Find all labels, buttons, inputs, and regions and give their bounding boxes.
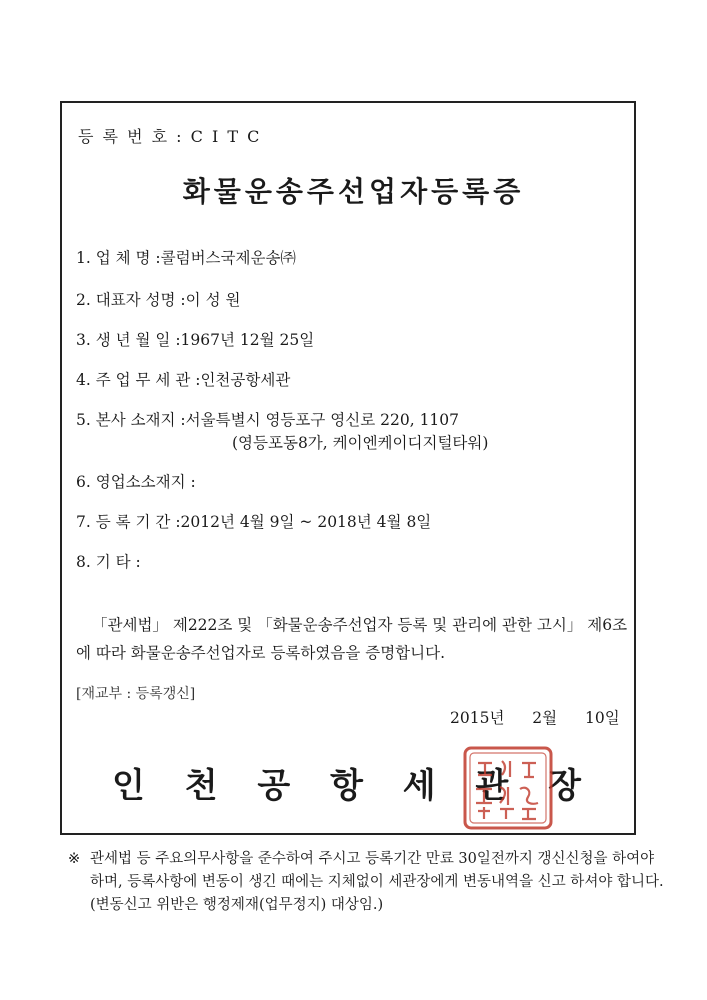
field-label: 7. 등 록 기 간 : (76, 513, 181, 531)
field-branch-office (76, 470, 196, 492)
reference-mark: ※ (68, 851, 81, 867)
field-value: 인천공항세관 (200, 371, 291, 389)
field-value: 콜럼버스국제운송㈜ (160, 249, 296, 267)
issue-day: 10일 (585, 709, 620, 727)
field-birth-date (76, 328, 314, 350)
field-value: 이 성 원 (185, 291, 241, 309)
field-registration-period (76, 510, 431, 532)
field-other (76, 550, 141, 572)
field-head-office (76, 408, 459, 430)
reissue-note: [재교부 : 등록갱신] (76, 686, 196, 702)
field-value: 2012년 4월 9일 ~ 2018년 4월 8일 (180, 513, 432, 531)
registration-number: 등 록 번 호 : C I T C (78, 127, 262, 146)
field-value: 서울특별시 영등포구 영신로 220, 1107 (185, 411, 460, 429)
issue-month: 2월 (532, 709, 558, 727)
issue-year: 2015년 (450, 709, 505, 727)
footnote (68, 848, 668, 917)
head-office-address-line2: (영등포동8가, 케이엔케이디지털타워) (232, 434, 489, 452)
field-label: 4. 주 업 무 세 관 : (76, 371, 201, 389)
field-label: 8. 기 타 : (76, 553, 141, 571)
document-title: 화물운송주선업자등록증 (182, 175, 525, 208)
issuing-authority: 인 천 공 항 세 관 장 (112, 766, 595, 806)
field-customs-office (76, 368, 290, 390)
field-label: 1. 업 체 명 : (76, 249, 161, 267)
field-representative (76, 288, 240, 310)
field-label: 2. 대표자 성명 : (76, 291, 186, 309)
field-label: 5. 본사 소재지 : (76, 411, 186, 429)
footnote-text: 관세법 등 주요의무사항을 준수하여 주시고 등록기간 만료 30일전까지 갱신신청을 하여야 하며, 등록사항에 변동이 생긴 때에는 지체없이 세관장에게 변동내역을 신고 하셔야 합니다.(변동신고 위반은 행정제재(업무정지) 대상임.) (90, 851, 664, 913)
certification-statement: 「관세법」 제222조 및 「화물운송주선업자 등록 및 관리에 관한 고시」 제6조에 따라 화물운송주선업자로 등록하였음을 증명합니다. (76, 616, 628, 662)
official-seal (462, 745, 554, 831)
field-value: 1967년 12월 25일 (180, 331, 315, 349)
issue-date (450, 706, 620, 728)
field-company-name (76, 246, 296, 268)
field-label: 6. 영업소소재지 : (76, 473, 196, 491)
field-label: 3. 생 년 월 일 : (76, 331, 181, 349)
